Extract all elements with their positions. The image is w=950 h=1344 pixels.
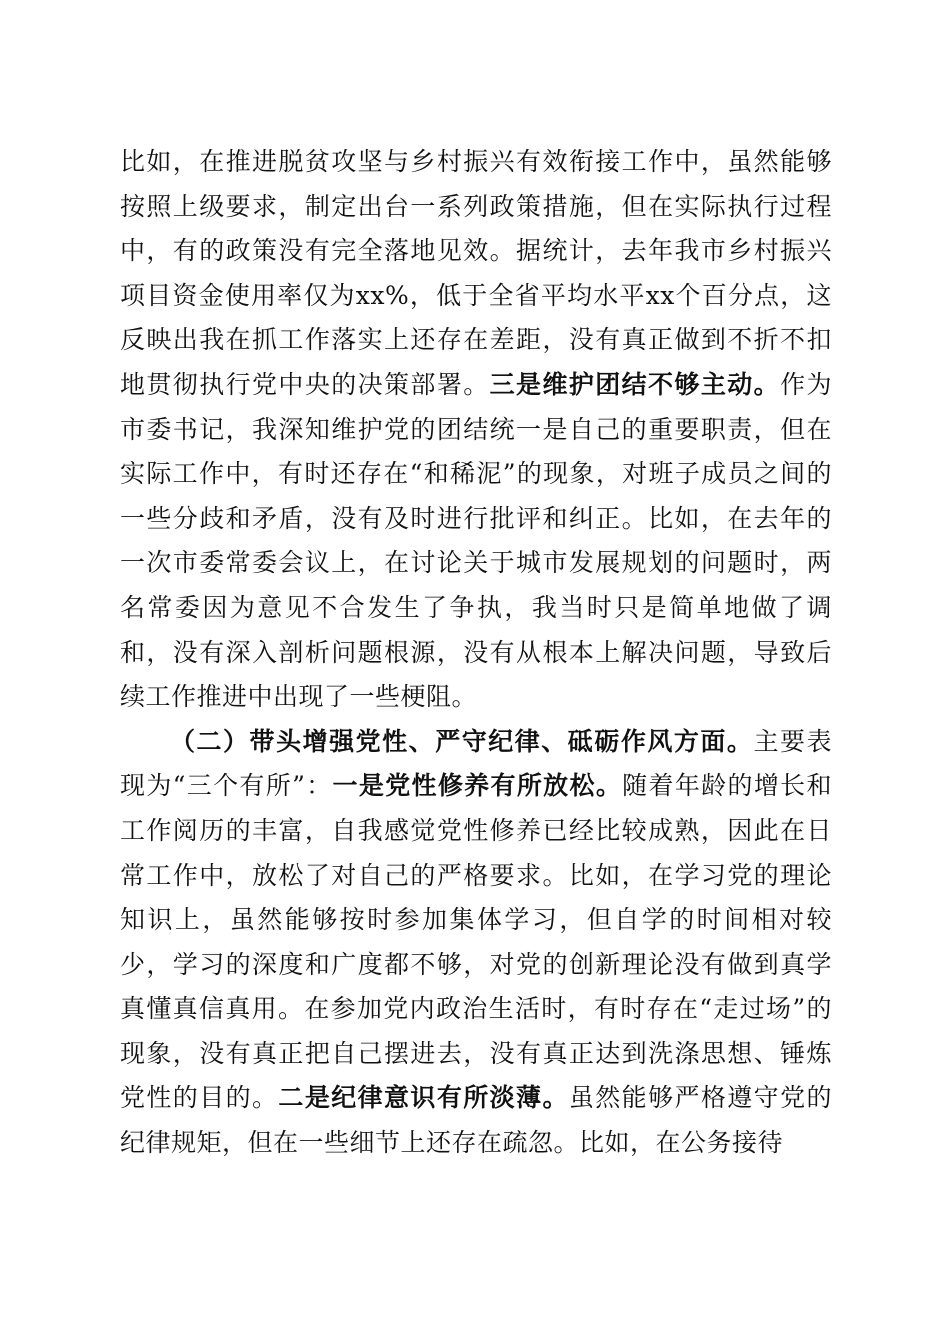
paragraph-1 [120, 140, 832, 720]
paragraph-2-text-1: 主要表现为“三个有所”： [120, 726, 832, 801]
paragraph-1-text-2: 作为市委书记，我深知维护党的团结统一是自己的重要职责，但在实际工作中，有时还存在“和稀泥”的现象，对班子成员之间的一些分歧和矛盾，没有及时进行批评和纠正。比如，在去年的一次市委常委会议上，在讨论关于城市发展规划的问题时，两名常委因为意见不合发生了争执，我当时只是简单地做了调和，没有深入剖析问题根源，没有从根本上解决问题，导致后续工作推进中出现了一些梗阻。 [120, 369, 832, 712]
document-body [120, 140, 832, 1166]
paragraph-1-heading-3: 三是维护团结不够主动。 [489, 369, 781, 399]
paragraph-2-heading-1: 一是党性修养有所放松。 [332, 771, 623, 801]
paragraph-2-text-3: 虽然能够严格遵守党的纪律规矩，但在一些细节上还存在疏忽。比如，在公务接待 [120, 1083, 832, 1158]
paragraph-2 [120, 720, 832, 1166]
paragraph-2-heading-2: 二是纪律意识有所淡薄。 [278, 1083, 569, 1113]
section-heading-2: （二）带头增强党性、严守纪律、砥砺作风方面。 [170, 726, 754, 756]
paragraph-2-text-2: 随着年龄的增长和工作阅历的丰富，自我感觉党性修养已经比较成熟，因此在日常工作中，放松了对自己的严格要求。比如，在学习党的理论知识上，虽然能够按时参加集体学习，但自学的时间相对较少，学习的深度和广度都不够，对党的创新理论没有做到真学真懂真信真用。在参加党内政治生活时，有时存在“走过场”的现象，没有真正把自己摆进去，没有真正达到洗涤思想、锤炼党性的目的。 [120, 771, 832, 1113]
paragraph-1-text-1: 比如，在推进脱贫攻坚与乡村振兴有效衔接工作中，虽然能够按照上级要求，制定出台一系列政策措施，但在实际执行过程中，有的政策没有完全落地见效。据统计，去年我市乡村振兴项目资金使用率仅为xx%，低于全省平均水平xx个百分点，这反映出我在抓工作落实上还存在差距，没有真正做到不折不扣地贯彻执行党中央的决策部署。 [120, 147, 832, 399]
